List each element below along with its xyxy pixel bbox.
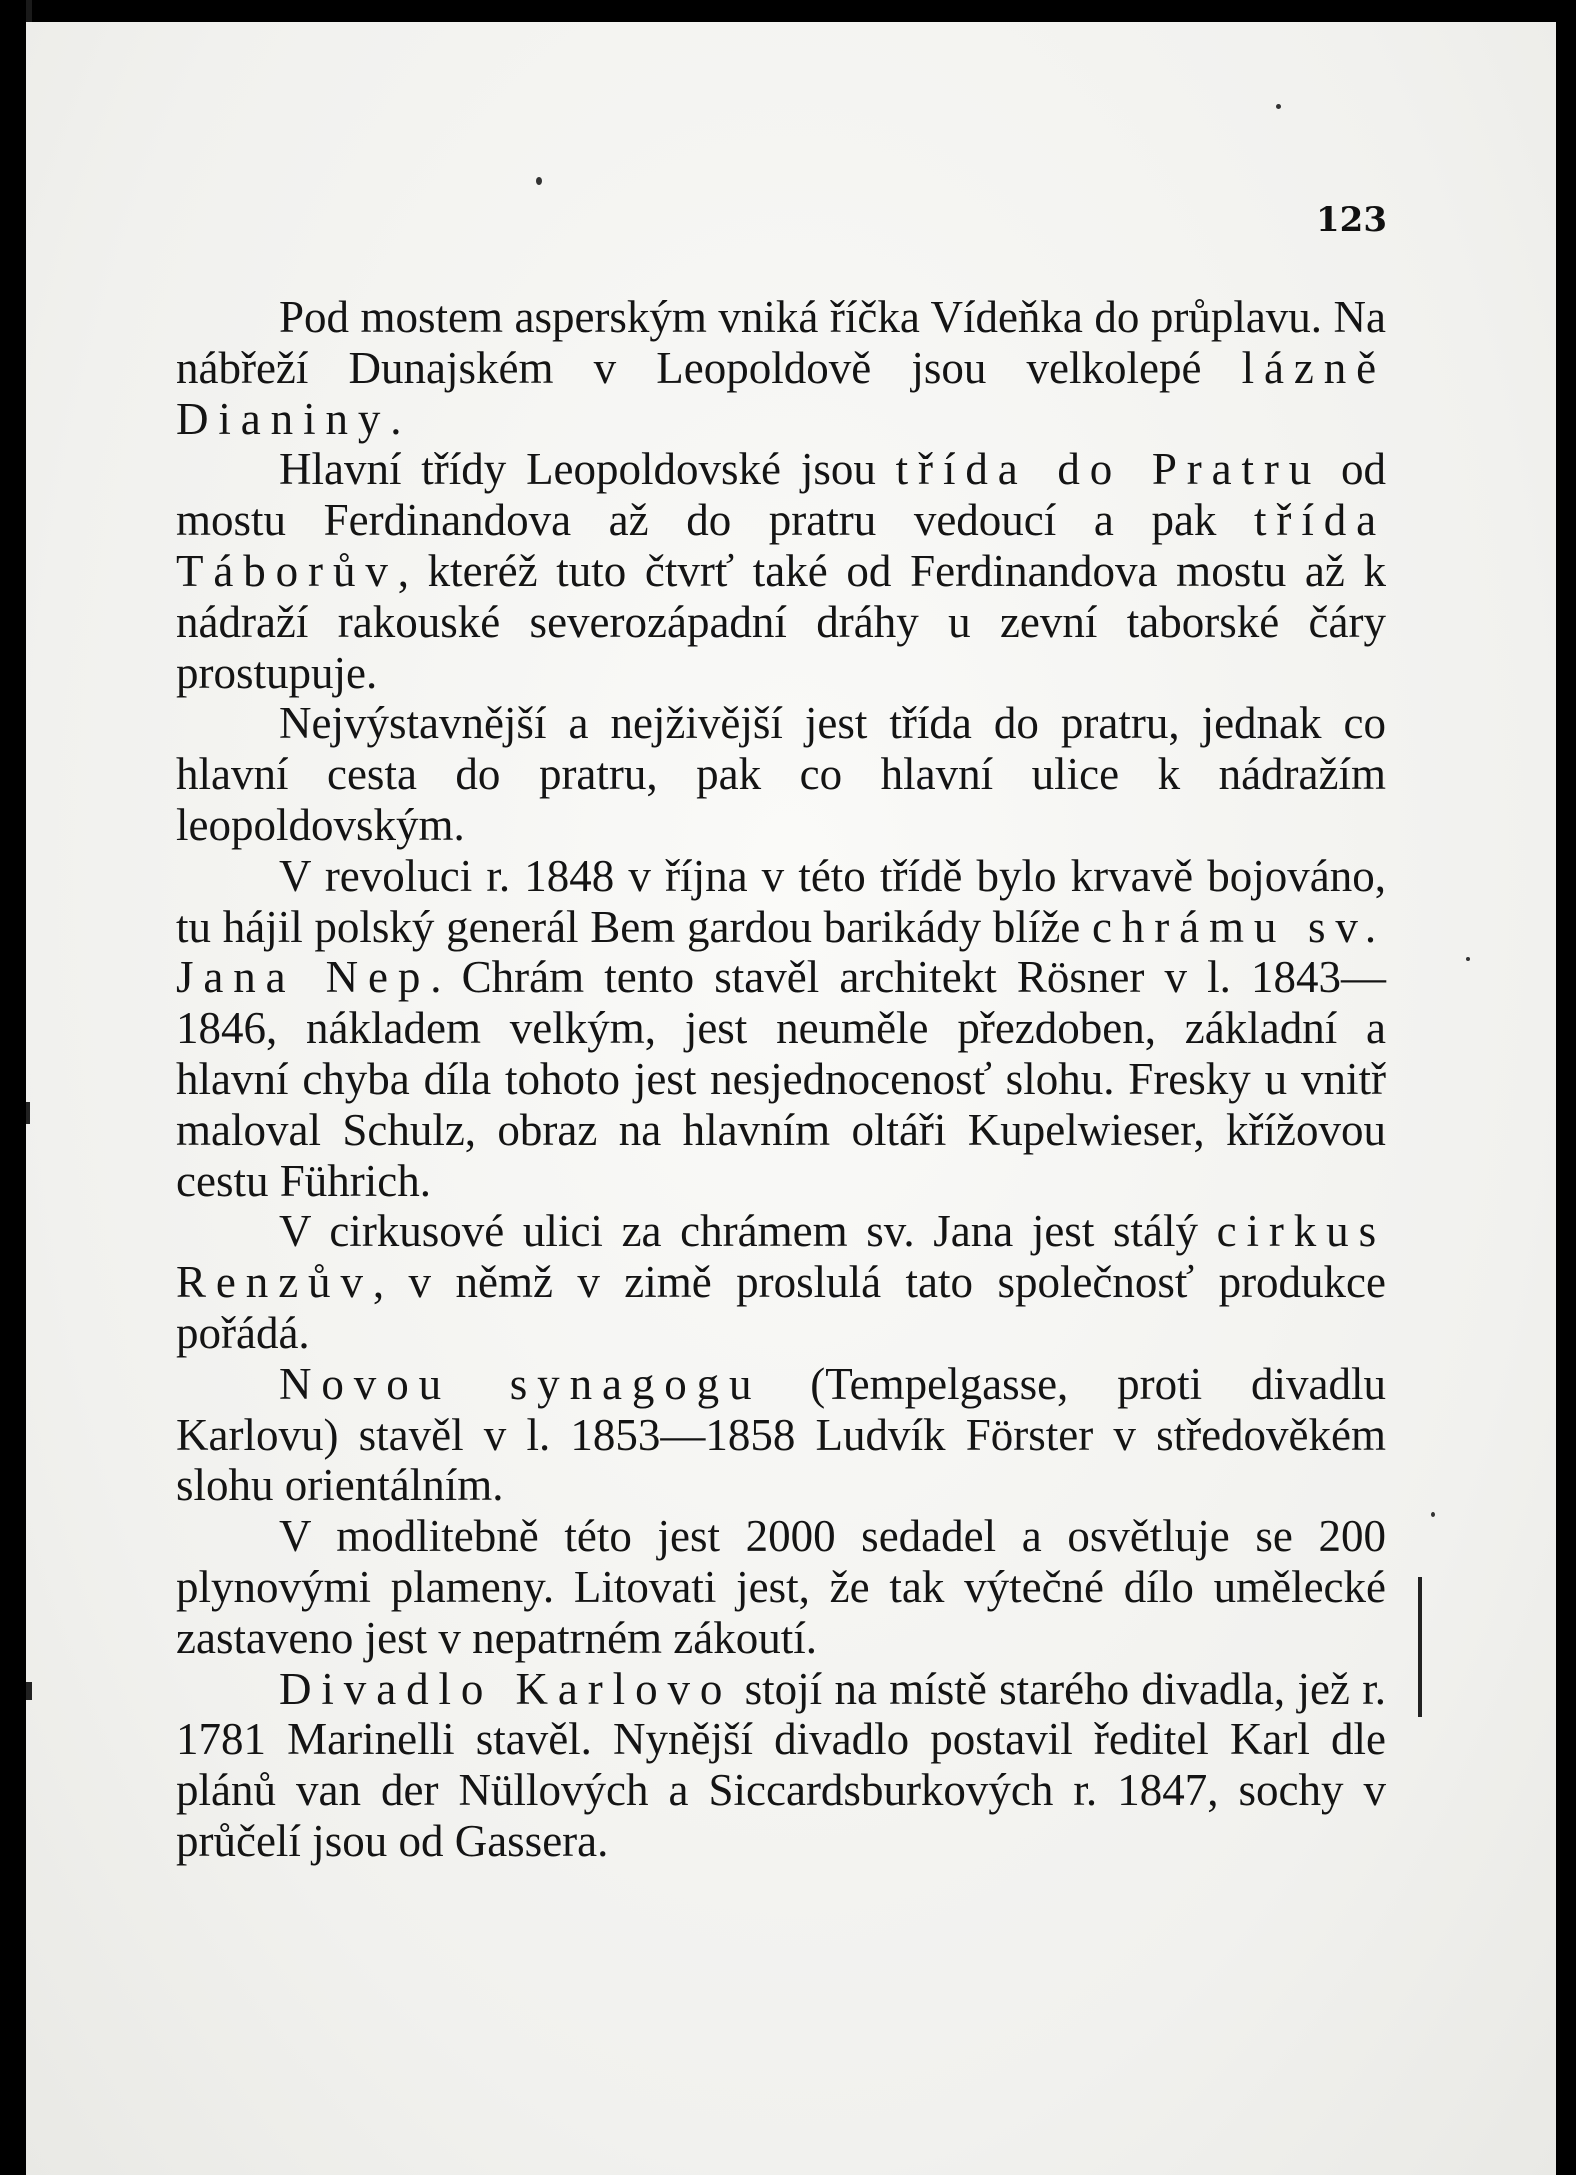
paragraph bbox=[176, 1206, 1386, 1358]
body-text bbox=[176, 292, 1386, 1867]
text-run: stojí na místě starého divadla, jež r. 1781 Marinelli stavěl. Nynější divadlo postavil ředitel Karl dle plánů van der Nüllových a Siccardsburkových r. 1847, sochy v průčelí jsou od Gassera. bbox=[176, 1663, 1386, 1866]
paper-speck bbox=[536, 177, 542, 185]
emphasized-text: Divadlo Karlovo bbox=[279, 1663, 733, 1714]
emphasized-text: třída do Pratru bbox=[895, 444, 1322, 495]
text-run: V revoluci r. 1848 v října v této třídě bylo krvavě bojováno, tu hájil polský generál Bem gardou barikády blíže bbox=[176, 850, 1386, 952]
emphasized-text: třída Táborův bbox=[176, 495, 1386, 596]
book-page bbox=[26, 22, 1556, 2175]
paragraph bbox=[176, 1664, 1386, 1867]
paragraph bbox=[176, 851, 1386, 1207]
paragraph bbox=[176, 1511, 1386, 1663]
text-run: Nejvýstavnější a nejživější jest třída do pratru, jednak co hlavní cesta do pratru, pak co hlavní ulice k nádražím leopoldovským. bbox=[176, 698, 1386, 850]
text-run: . bbox=[390, 393, 402, 444]
emphasized-text: lázně Dianiny bbox=[176, 342, 1386, 444]
paper-edge-mark bbox=[26, 1682, 32, 1700]
text-run: , kteréž tuto čtvrť také od Ferdinandova mostu až k nádraží rakouské severozápadní dráhy u zevní taborské čáry prostupuje. bbox=[176, 545, 1386, 698]
paper-speck bbox=[1466, 957, 1470, 961]
text-run: V modlitebně této jest 2000 sedadel a osvětluje se 200 plynovými plameny. Litovati jest, že tak výtečné dílo umělecké zastaveno jest v nepatrném zákoutí. bbox=[176, 1511, 1386, 1663]
paragraph bbox=[176, 1359, 1386, 1511]
emphasized-text: Novou synagogu bbox=[279, 1358, 762, 1409]
text-run: , v němž v zimě proslulá tato společnosť produkce pořádá. bbox=[176, 1257, 1386, 1358]
page-number: 123 bbox=[1316, 200, 1387, 240]
text-run: V cirkusové ulici za chrámem sv. Jana jest stálý bbox=[279, 1206, 1217, 1257]
text-run: Hlavní třídy Leopoldovské jsou bbox=[279, 444, 896, 495]
paper-speck bbox=[1431, 1512, 1435, 1517]
paragraph bbox=[176, 292, 1386, 444]
emphasized-text: cirkus Renzův bbox=[176, 1206, 1386, 1308]
text-run: (Tempelgasse, proti divadlu Karlovu) stavěl v l. 1853—1858 Ludvík Förster v středověkém slohu orientálním. bbox=[176, 1358, 1386, 1511]
paper-edge-mark bbox=[26, 1102, 30, 1124]
text-run: Pod mostem asperským vniká říčka Vídeňka do průplavu. Na nábřeží Dunajském v Leopoldově jsou velkolepé bbox=[176, 292, 1386, 393]
paragraph bbox=[176, 698, 1386, 850]
emphasized-text: chrámu sv. Jana Nep bbox=[176, 901, 1386, 1003]
paragraph bbox=[176, 444, 1386, 698]
text-run: od mostu Ferdinandova až do pratru vedoucí a pak bbox=[176, 444, 1387, 546]
paper-speck bbox=[1276, 104, 1281, 109]
paper-edge-mark bbox=[1418, 1577, 1422, 1717]
text-run: . Chrám tento stavěl architekt Rösner v l. 1843—1846, nákladem velkým, jest neuměle přezdoben, základní a hlavní chyba díla tohoto jest nesjednocenosť slohu. Fresky u vnitř maloval Schulz, obraz na hlavním oltáři Kupelwieser, křížovou cestu Führich. bbox=[176, 952, 1386, 1206]
